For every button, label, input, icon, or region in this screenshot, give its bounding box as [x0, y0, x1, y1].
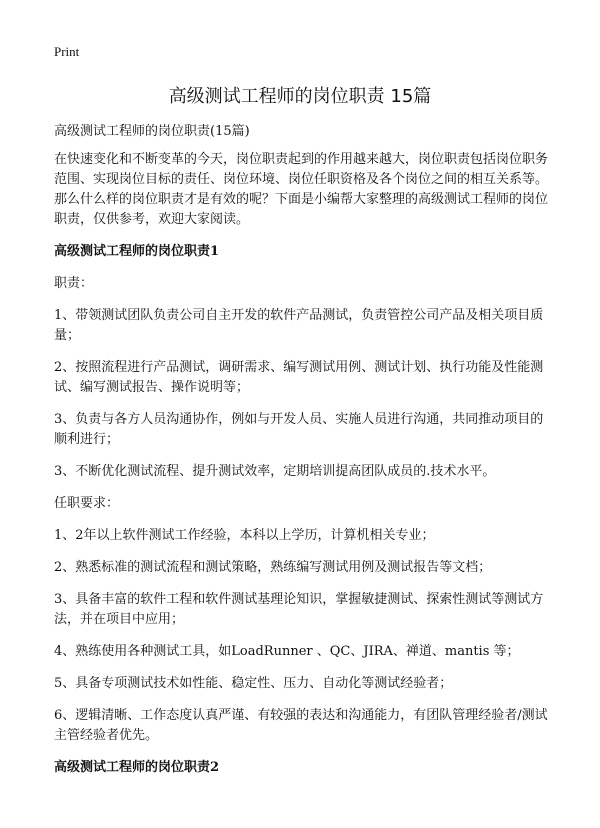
document-subtitle: 高级测试工程师的岗位职责(15篇) — [54, 124, 250, 139]
requirements-label: 任职要求： — [54, 496, 120, 511]
requirement-item: 4、熟练使用各种测试工具，如LoadRunner 、QC、JIRA、禅道、mantis 等； — [54, 644, 520, 659]
requirement-item: 1、2年以上软件测试工作经验，本科以上学历，计算机相关专业； — [54, 528, 435, 543]
requirement-item: 3、具备丰富的软件工程和软件测试基理论知识，掌握敏捷测试、探索性测试等测试方法，并在项目中应用； — [54, 592, 544, 627]
document-body — [54, 150, 548, 790]
duty-item: 1、带领测试团队负责公司自主开发的软件产品测试，负责管控公司产品及相关项目质量； — [54, 308, 544, 343]
duty-item: 3、不断优化测试流程、提升测试效率，定期培训提高团队成员的.技术水平。 — [54, 464, 496, 479]
print-label[interactable]: Print — [54, 44, 80, 59]
requirement-item: 2、熟悉标准的测试流程和测试策略，熟练编写测试用例及测试报告等文档； — [54, 560, 492, 575]
duty-item: 2、按照流程进行产品测试，调研需求、编写测试用例、测试计划、执行功能及性能测试、编写测试报告、操作说明等； — [54, 360, 544, 395]
page-title: 高级测试工程师的岗位职责 15篇 — [168, 86, 432, 107]
requirement-item: 5、具备专项测试技术如性能、稳定性、压力、自动化等测试经验者； — [54, 676, 453, 691]
duty-item: 3、负责与各方人员沟通协作，例如与开发人员、实施人员进行沟通，共同推动项目的顺利进行； — [54, 412, 544, 447]
requirement-item: 6、逻辑清晰、工作态度认真严谨、有较强的表达和沟通能力，有团队管理经验者/测试主管经验者优先。 — [54, 708, 548, 743]
section-heading-2: 高级测试工程师的岗位职责2 — [54, 760, 220, 775]
intro-paragraph: 在快速变化和不断变革的今天，岗位职责起到的作用越来越大，岗位职责包括岗位职务范围、实现岗位目标的责任、岗位环境、岗位任职资格及各个岗位之间的相互关系等。那么什么样的岗位职责才是有效的呢？下面是小编帮大家整理的高级测试工程师的岗位职责，仅供参考，欢迎大家阅读。 — [54, 152, 549, 227]
section-heading-1: 高级测试工程师的岗位职责1 — [54, 244, 220, 259]
duties-label: 职责： — [54, 276, 94, 291]
